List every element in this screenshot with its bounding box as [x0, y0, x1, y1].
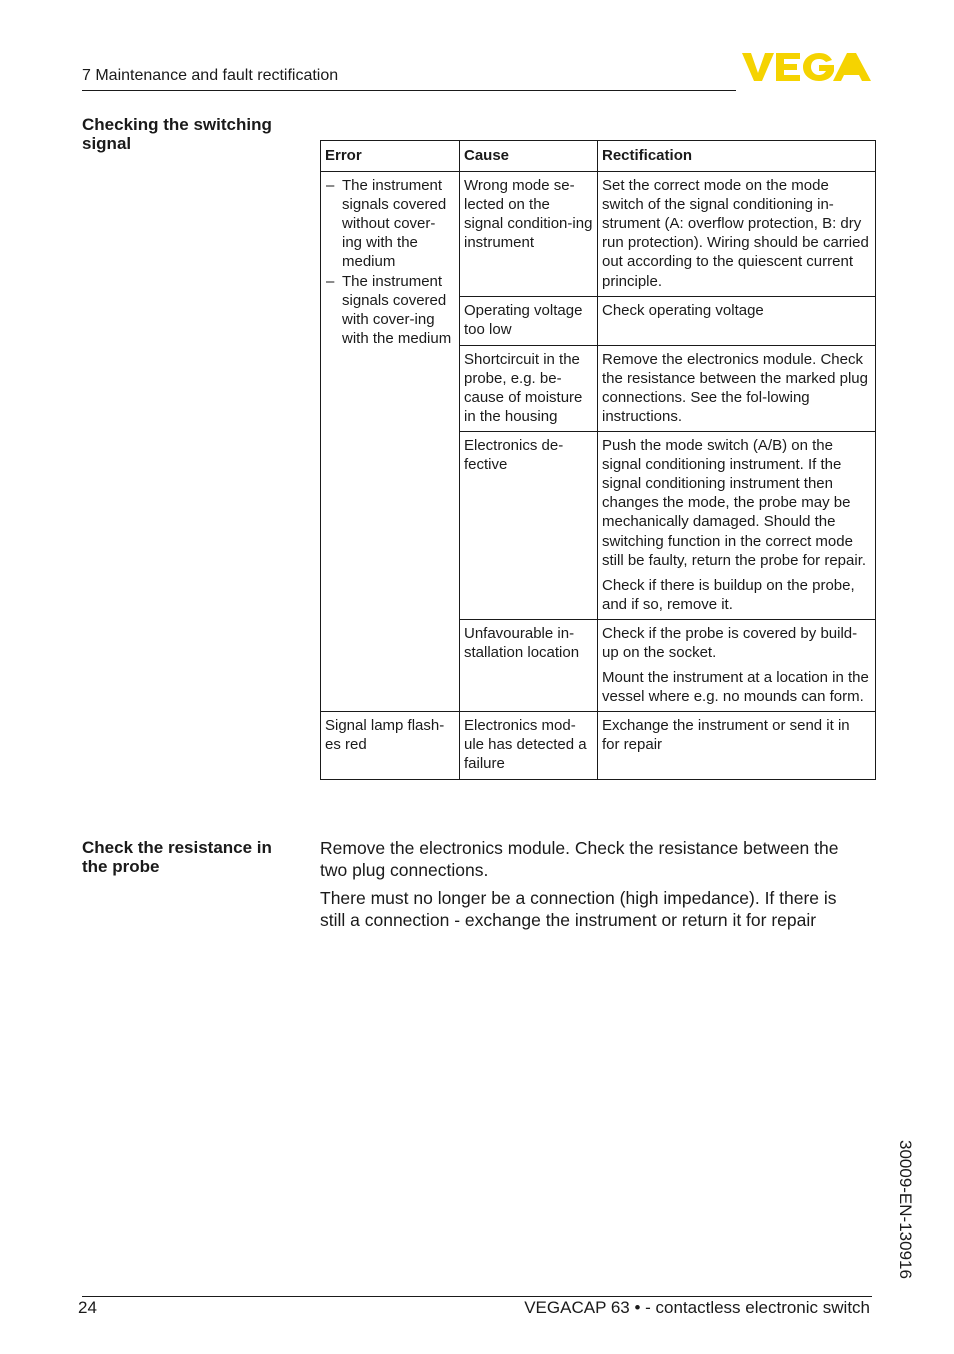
footer-product-title: VEGACAP 63 • - contactless electronic switch [524, 1298, 870, 1317]
check-resistance-heading: Check the resistance in the probe [82, 838, 272, 876]
page-number: 24 [78, 1298, 97, 1317]
rectification-cell [598, 296, 876, 345]
error-cell [321, 172, 460, 712]
document-id: 30009-EN-130916 [896, 1140, 915, 1279]
paragraph: Remove the electronics module. Check the resistance between the two plug connections. [320, 838, 839, 880]
rectification-text: Remove the electronics module. Check the resistance between the marked plug connections. See the fol-lowing instructions. [602, 350, 868, 425]
footer-divider [82, 1296, 872, 1297]
column-header-rectification: Rectification [598, 141, 876, 172]
checking-switching-signal-heading: Checking the switching signal [82, 115, 272, 153]
cause-cell: Electronics de-fective [460, 432, 598, 620]
error-list [325, 176, 455, 348]
rectification-text: Check if there is buildup on the probe, and if so, remove it. [602, 576, 855, 613]
rectification-cell [598, 712, 876, 779]
rectification-text: Mount the instrument at a location in the vessel where e.g. no mounds can form. [602, 669, 869, 706]
vega-logo [742, 51, 872, 83]
rectification-text: Check operating voltage [602, 301, 764, 319]
rectification-cell [598, 345, 876, 431]
cause-cell: Shortcircuit in the probe, e.g. be-cause of moisture in the housing [460, 345, 598, 431]
paragraph: There must no longer be a connection (high impedance). If there is still a connection - exchange the instrument or return it for repair [320, 888, 837, 930]
cause-cell: Wrong mode se-lected on the signal condition-ing instrument [460, 172, 598, 297]
rectification-cell [598, 619, 876, 711]
section-header-title: 7 Maintenance and fault rectification [82, 67, 339, 84]
rectification-text: Check if the probe is covered by build-up on the socket. [602, 624, 858, 661]
column-header-error: Error [321, 141, 460, 172]
list-item: – The instrument signals covered without cover-ing with the medium [325, 176, 455, 271]
rectification-text: Set the correct mode on the mode switch of the signal conditioning in-strument (A: overflow protection, B: dry run protection). Wiring should be carried out according to the quiescent current principle. [602, 177, 869, 290]
table-header-row [321, 141, 876, 172]
rectification-text: Push the mode switch (A/B) on the signal conditioning instrument. If the signal conditioning instrument then changes the mode, the probe may be mechanically damaged. Should the switching function in the correct mode still be faulty, return the probe for repair. [602, 437, 867, 569]
cause-cell: Operating voltage too low [460, 296, 598, 345]
rectification-cell [598, 432, 876, 620]
column-header-cause: Cause [460, 141, 598, 172]
table-row [321, 172, 876, 297]
list-item: – The instrument signals covered with cover-ing with the medium [325, 272, 455, 348]
table-row [321, 712, 876, 779]
cause-cell: Unfavourable in-stallation location [460, 619, 598, 711]
resistance-instructions [320, 837, 860, 937]
error-cell: Signal lamp flash-es red [321, 712, 460, 779]
rectification-cell [598, 172, 876, 297]
rectification-text: Exchange the instrument or send it in for repair [602, 717, 850, 754]
error-table [320, 140, 876, 780]
cause-cell: Electronics mod-ule has detected a failure [460, 712, 598, 779]
header-divider [82, 90, 736, 91]
